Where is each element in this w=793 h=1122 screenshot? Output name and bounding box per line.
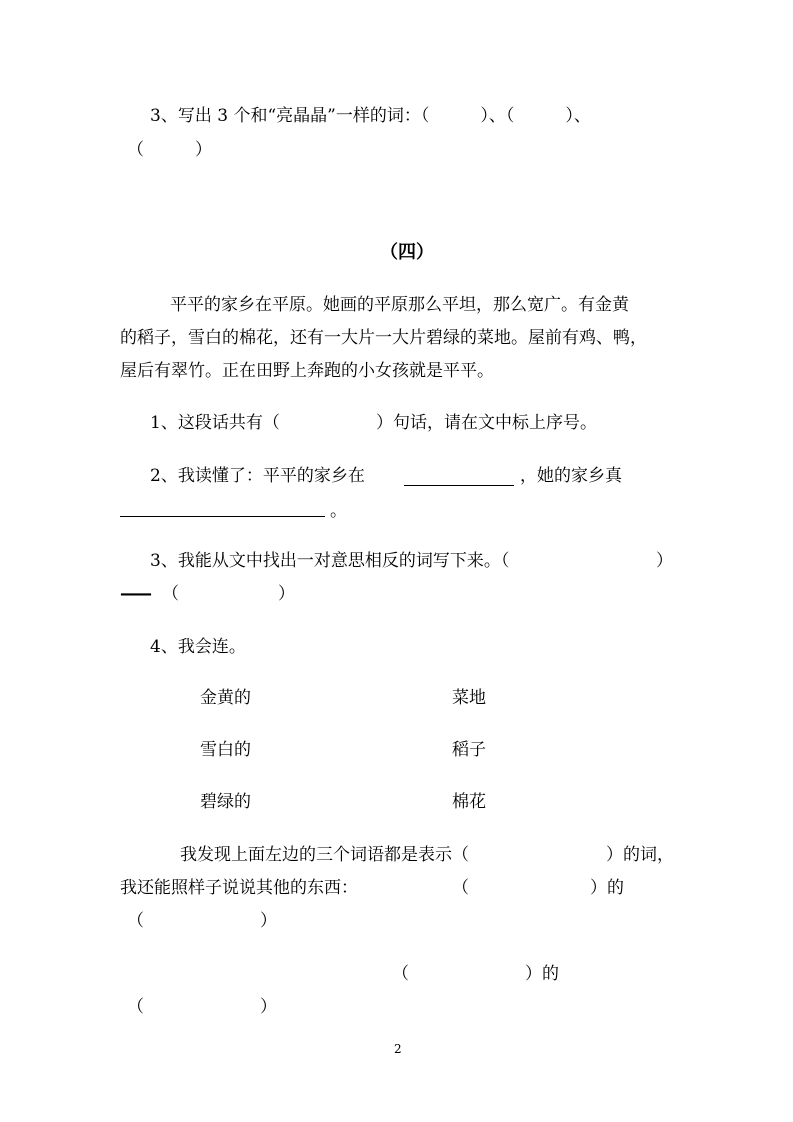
q3-dash: —— [120, 584, 150, 604]
q2-middle: ，她的家乡真 [520, 466, 622, 486]
discover-line2-close: ）的 [590, 878, 624, 898]
discover-line2-open: （ [452, 878, 469, 898]
prev-q3-line1: 3、写出 3 个和“亮晶晶”一样的词：（ ）、（ ）、 [150, 106, 591, 126]
match-left-2[interactable]: 雪白的 [200, 740, 251, 760]
match-left-3[interactable]: 碧绿的 [200, 792, 251, 812]
discover-line3-open: （ [127, 911, 144, 931]
q1-prefix: 1、这段话共有（ [150, 413, 280, 433]
match-right-1[interactable]: 菜地 [452, 688, 486, 708]
discover-line4-close: ）的 [525, 964, 559, 984]
discover-line2-prefix: 我还能照样子说说其他的东西： [120, 878, 358, 898]
discover-line5-close: ） [260, 997, 277, 1017]
match-left-1[interactable]: 金黄的 [200, 688, 251, 708]
q2-blank-2[interactable] [120, 516, 325, 517]
discover-line4-open: （ [392, 964, 409, 984]
q2-blank-1[interactable] [404, 485, 514, 486]
discover-line5-open: （ [127, 997, 144, 1017]
match-right-2[interactable]: 稻子 [452, 740, 486, 760]
q2-end: 。 [330, 501, 347, 521]
q3-prefix: 3、我能从文中找出一对意思相反的词写下来。（ [150, 551, 510, 571]
prev-q3-line2: （ ） [127, 140, 212, 160]
section-title: （四） [380, 242, 434, 263]
discover-line3-close: ） [260, 911, 277, 931]
passage-line-1: 平平的家乡在平原。她画的平原那么平坦，那么宽广。有金黄 [170, 295, 629, 315]
discover-line1-suffix: ）的词， [606, 845, 674, 865]
q3-open-2: （ [162, 584, 179, 604]
q1-suffix: ）句话，请在文中标上序号。 [376, 413, 597, 433]
page-number: 2 [394, 1042, 402, 1056]
q2-prefix: 2、我读懂了：平平的家乡在 [150, 466, 365, 486]
passage-line-3: 屋后有翠竹。正在田野上奔跑的小女孩就是平平。 [120, 361, 494, 381]
q3-close-1: ） [656, 551, 673, 571]
discover-line1-prefix: 我发现上面左边的三个词语都是表示（ [180, 845, 469, 865]
passage-line-2: 的稻子，雪白的棉花，还有一大片一大片碧绿的菜地。屋前有鸡、鸭， [120, 328, 647, 348]
q3-close-2: ） [278, 584, 295, 604]
q4-prompt: 4、我会连。 [150, 637, 246, 657]
match-right-3[interactable]: 棉花 [452, 792, 486, 812]
